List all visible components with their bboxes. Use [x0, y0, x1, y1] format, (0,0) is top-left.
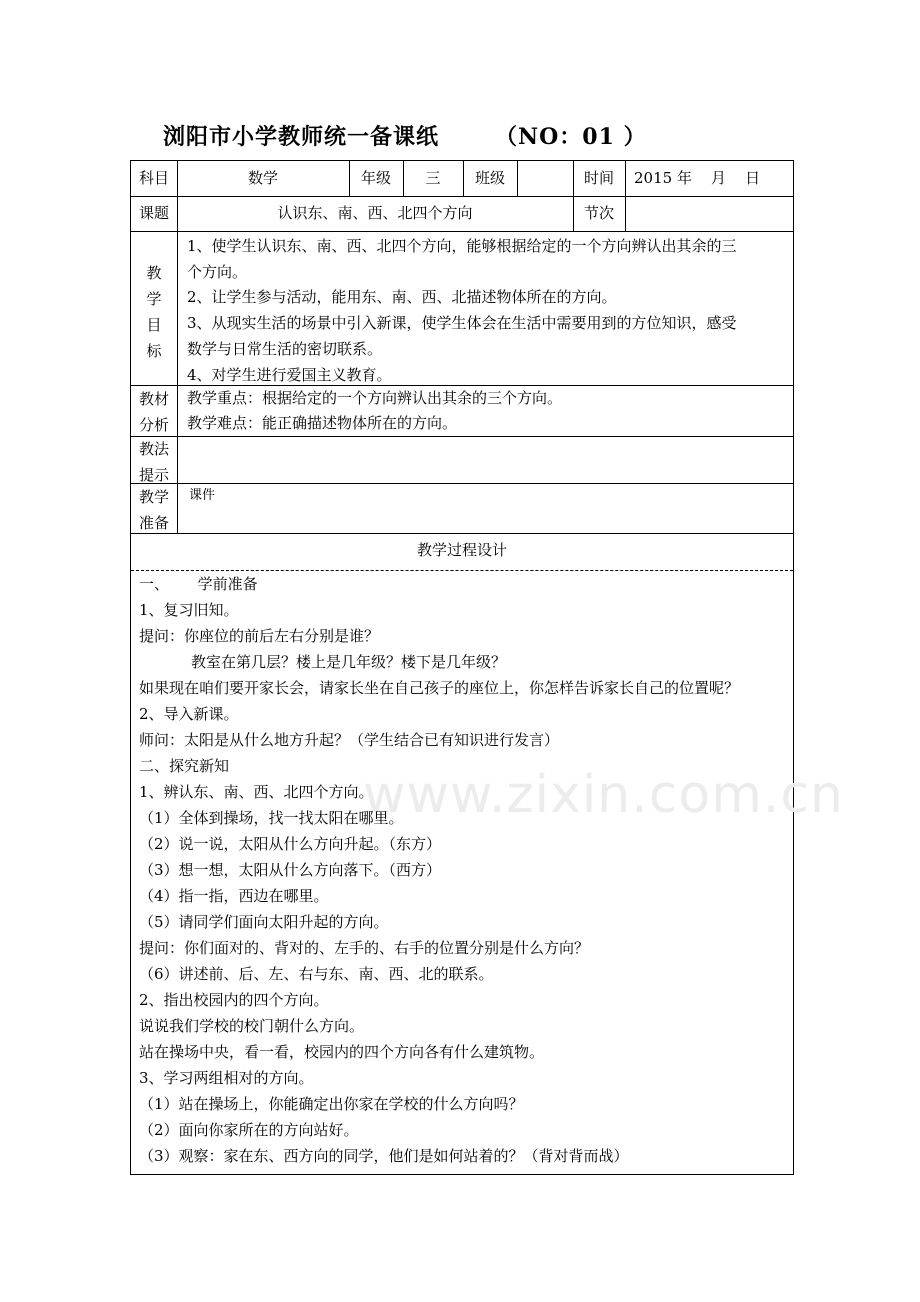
method-label	[131, 436, 177, 488]
document-number: （NO：01 ）	[495, 124, 647, 150]
process-line: （3）观察：家在东、西方向的同学，他们是如何站着的？（背对背而战）	[139, 1147, 629, 1165]
process-line: 1、辨认东、南、西、北四个方向。	[139, 783, 374, 801]
objectives-label-char: 标	[146, 342, 162, 360]
col-rule	[625, 161, 626, 231]
objective-line: 4、对学生进行爱国主义教育。	[187, 365, 392, 384]
process-line: （3）想一想，太阳从什么方向落下。（西方）	[139, 861, 442, 879]
objectives-label-char: 学	[146, 290, 162, 308]
objective-line: 1、使学生认识东、南、西、北四个方向，能够根据给定的一个方向辨认出其余的三	[187, 237, 737, 255]
process-line: 1、复习旧知。	[139, 601, 239, 619]
objectives-label-char: 目	[146, 316, 162, 334]
class-label: 班级	[474, 169, 505, 187]
time-value: 2015 年 月 日	[634, 169, 761, 187]
analysis-label-line: 分析	[138, 416, 169, 434]
process-line: 站在操场中央，看一看，校园内的四个方向各有什么建筑物。	[139, 1043, 545, 1061]
process-line: （1）全体到操场，找一找太阳在哪里。	[139, 809, 404, 827]
process-content	[139, 571, 789, 1169]
objective-line: 3、从现实生活的场景中引入新课，使学生体会在生活中需要用到的方位知识，感受	[187, 314, 737, 333]
objective-line: 个方向。	[187, 262, 248, 281]
title-text: 浏阳市小学教师统一备课纸	[163, 124, 440, 150]
objectives-label	[131, 260, 177, 364]
topic-value: 认识东、南、西、北四个方向	[277, 204, 473, 222]
analysis-line: 教学难点：能正确描述物体所在的方向。	[187, 414, 458, 432]
subject-value: 数学	[247, 169, 278, 187]
objective-line: 数学与日常生活的密切联系。	[187, 339, 383, 358]
preparation-label-line: 教学	[138, 488, 169, 506]
analysis-line: 教学重点：根据给定的一个方向辨认出其余的三个方向。	[187, 389, 563, 407]
analysis-label	[131, 386, 177, 438]
preparation-label	[131, 484, 177, 536]
process-line: 师问：太阳是从什么地方升起？（学生结合已有知识进行发言）	[139, 731, 560, 749]
process-line: 提问：你座位的前后左右分别是谁？	[139, 627, 380, 645]
process-line: （5）请同学们面向太阳升起的方向。	[139, 913, 389, 931]
document-title	[163, 120, 647, 154]
row-rule	[131, 196, 793, 197]
process-line: 2、指出校园内的四个方向。	[139, 991, 329, 1009]
process-line: 二、探究新知	[139, 757, 230, 775]
process-line: 3、学习两组相对的方向。	[139, 1069, 314, 1087]
col-rule	[517, 161, 518, 196]
process-line: （4）指一指，西边在哪里。	[139, 887, 329, 905]
time-label: 时间	[583, 169, 614, 187]
preparation-label-line: 准备	[138, 514, 169, 532]
grade-value: 三	[425, 169, 441, 187]
process-line: （2）面向你家所在的方向站好。	[139, 1121, 359, 1139]
process-line: （2）说一说，太阳从什么方向升起。（东方）	[139, 835, 442, 853]
row-rule	[131, 436, 793, 437]
method-label-line: 提示	[138, 466, 169, 484]
watermark: www.zixin.com.cn	[363, 765, 844, 825]
row-rule	[131, 533, 793, 534]
row-rule	[131, 231, 793, 232]
lesson-plan-table	[130, 160, 844, 1175]
row-rule	[131, 483, 793, 484]
objectives-content	[187, 234, 737, 388]
method-label-line: 教法	[138, 440, 169, 458]
process-line: 提问：你们面对的、背对的、左手的、右手的位置分别是什么方向？	[139, 939, 590, 957]
analysis-label-line: 教材	[138, 390, 169, 408]
process-line: 教室在第几层？楼上是几年级？楼下是几年级？	[191, 653, 507, 671]
process-line: 说说我们学校的校门朝什么方向。	[139, 1017, 365, 1035]
subject-label: 科目	[138, 169, 169, 187]
preparation-value: 课件	[189, 488, 216, 503]
grade-label: 年级	[360, 169, 391, 187]
period-label: 节次	[583, 204, 614, 222]
analysis-content	[187, 386, 562, 436]
topic-label: 课题	[138, 204, 169, 222]
process-line: 如果现在咱们要开家长会，请家长坐在自己孩子的座位上，你怎样告诉家长自己的位置呢？	[139, 679, 740, 697]
process-line: （6）讲述前、后、左、右与东、南、西、北的联系。	[139, 965, 494, 983]
process-line: 一、 学前准备	[139, 575, 258, 593]
objectives-label-char: 教	[146, 264, 162, 282]
process-title: 教学过程设计	[416, 541, 507, 559]
objective-line: 2、让学生参与活动，能用东、南、西、北描述物体所在的方向。	[187, 288, 617, 307]
process-line: 2、导入新课。	[139, 705, 239, 723]
process-line: （1）站在操场上，你能确定出你家在学校的什么方向吗？	[139, 1095, 524, 1113]
